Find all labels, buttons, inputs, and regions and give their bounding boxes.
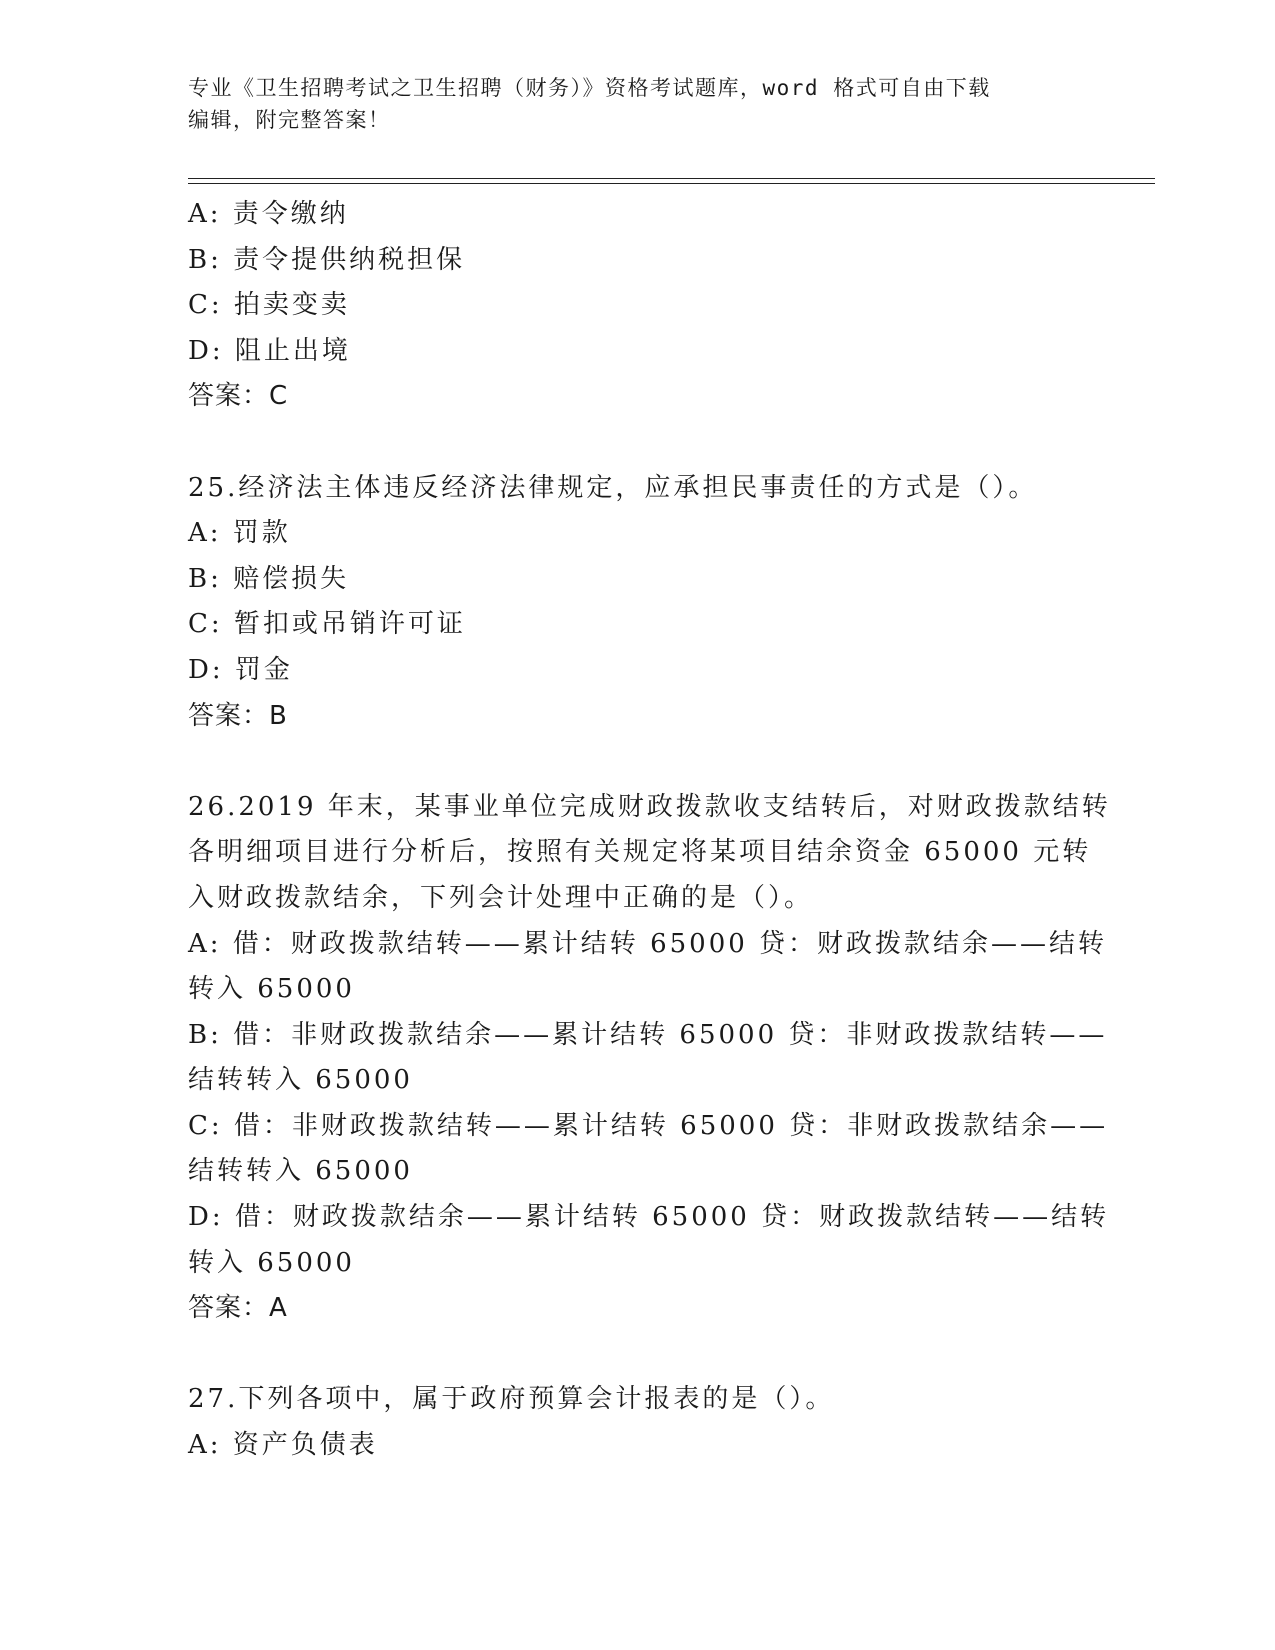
option-d: D: 阻止出境 (188, 335, 351, 366)
option-b: B: 赔偿损失 (188, 563, 350, 594)
option-d-continued: 转入 65000 (188, 1247, 355, 1278)
spacer (188, 1332, 1088, 1378)
answer-line: 答案：B (188, 700, 288, 731)
option-a: A: 罚款 (188, 518, 291, 549)
header-line-2: 编辑，附完整答案！ (188, 108, 391, 132)
question-text: 各明细项目进行分析后，按照有关规定将某项目结余资金 65000 元转 (188, 837, 1092, 868)
option-b: B: 借：非财政拨款结余——累计结转 65000 贷：非财政拨款结转—— (188, 1019, 1108, 1050)
answer-line: 答案：C (188, 381, 289, 412)
question-text: 26.2019 年末，某事业单位完成财政拨款收支结转后，对财政拨款结转 (188, 791, 1111, 822)
option-d: D: 罚金 (188, 654, 293, 685)
option-c: C: 借：非财政拨款结转——累计结转 65000 贷：非财政拨款结余—— (188, 1110, 1109, 1141)
option-b: B: 责令提供纳税担保 (188, 244, 466, 275)
option-c: C: 拍卖变卖 (188, 290, 350, 321)
question-27 (188, 1377, 1088, 1468)
option-a: A: 资产负债表 (188, 1430, 378, 1461)
question-25 (188, 466, 1088, 740)
option-c: C: 暂扣或吊销许可证 (188, 609, 466, 640)
question-text: 入财政拨款结余，下列会计处理中正确的是（）。 (188, 882, 814, 913)
option-a-continued: 转入 65000 (188, 974, 355, 1005)
option-c-continued: 结转转入 65000 (188, 1156, 413, 1187)
question-24 (188, 192, 1088, 420)
header-divider-top (188, 178, 1155, 179)
option-a: A: 责令缴纳 (188, 199, 349, 229)
spacer (188, 420, 1088, 466)
question-26 (188, 785, 1111, 1332)
spacer (188, 739, 1088, 785)
question-text: 25.经济法主体违反经济法律规定，应承担民事责任的方式是（）。 (188, 472, 1038, 503)
header-line-1: 专业《卫生招聘考试之卫生招聘（财务）》资格考试题库，word 格式可自由下载 (188, 76, 991, 100)
option-a: A: 借：财政拨款结转——累计结转 65000 贷：财政拨款结余——结转 (188, 928, 1108, 959)
option-d: D: 借：财政拨款结余——累计结转 65000 贷：财政拨款结转——结转 (188, 1202, 1110, 1233)
question-list (188, 192, 1111, 1469)
header-divider-bottom (188, 183, 1155, 184)
answer-line: 答案：A (188, 1293, 288, 1324)
question-text: 27.下列各项中，属于政府预算会计报表的是（）。 (188, 1384, 835, 1415)
document-header (188, 72, 1068, 136)
option-b-continued: 结转转入 65000 (188, 1065, 413, 1096)
